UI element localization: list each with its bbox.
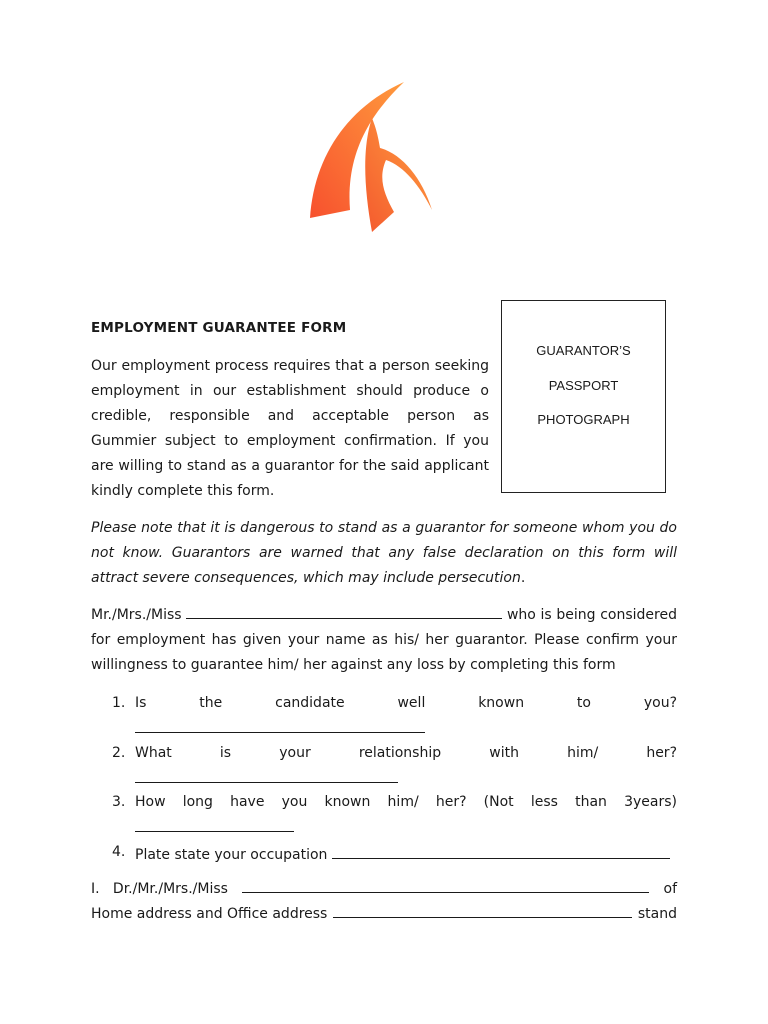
address-field[interactable] [333,903,632,918]
logo-right-flame [365,118,432,232]
question-number: 3. [112,794,126,810]
confirm-suffix: who is being considered for employment has given your name as his/ her guarantor. Please confirm your willingness to guarantee him/ her against any loss by completing this form [91,607,677,673]
warning-text: Please note that it is dangerous to stand as a guarantor for someone whom you do not know. Guarantors are warned that any false declaration on this form will attract severe consequences, which may include persecution [91,520,677,586]
passport-photo-box[interactable] [501,300,666,493]
answer-field-1[interactable] [135,718,425,733]
photo-box-label-3: PHOTOGRAPH [537,412,630,427]
question-text: Is the candidate well known to you? [135,695,677,711]
company-flame-logo [306,78,438,238]
warning-paragraph [91,516,677,591]
question-text: How long have you known him/ her? (Not less than 3years) [135,794,677,810]
declaration-prefix: I. Dr./Mr./Mrs./Miss [91,881,228,897]
question-4-line [135,844,670,863]
question-text: Plate state your occupation [135,847,328,863]
logo-left-flame [310,82,404,218]
confirm-paragraph [91,603,677,678]
occupation-field[interactable] [332,844,670,859]
answer-field-2[interactable] [135,768,398,783]
answer-field-3[interactable] [135,817,294,832]
intro-paragraph: Our employment process requires that a person seeking employment in our establishment should produce o credible, responsible and acceptable person as Gummier subject to employment confirmation. If you are willing to stand as a guarantor for the said applicant kindly complete this form. [91,358,489,499]
address-label: Home address and Office address [91,906,328,922]
question-number: 2. [112,745,126,761]
declaration-stand: stand [637,906,677,922]
declaration-line-1 [91,877,677,902]
question-number: 1. [112,695,126,711]
warning-end: . [520,570,526,586]
guarantor-name-field[interactable] [242,878,649,893]
question-number: 4. [112,844,126,860]
declaration-line-2 [91,902,677,927]
form-title: EMPLOYMENT GUARANTEE FORM [91,320,347,336]
candidate-name-field[interactable] [186,604,502,619]
photo-box-label-2: PASSPORT [548,378,619,393]
declaration-of: of [663,881,677,897]
question-text: What is your relationship with him/ her? [135,745,677,761]
confirm-prefix: Mr./Mrs./Miss [91,607,182,623]
photo-box-label-1: GUARANTOR’S [536,343,631,358]
